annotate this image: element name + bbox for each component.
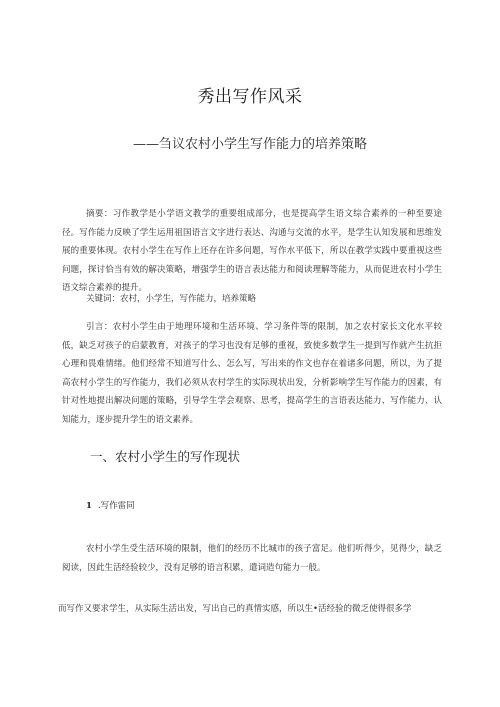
introduction-paragraph: 引言：农村小学生由于地理环境和生活环境、学习条件等的限制，加之农村家长文化水平较低，缺乏对孩子的启蒙教育，对孩子的学习也没有足够的重视，致使多数学生一提到写作就产生抗拒心理和畏难情绪。他们经常不知道写什么、怎么写，写出来的作文也存在着诸多问题，所以，为了提高农村小学生的写作能力，我们必须从农村学生的实际现状出发，分析影响学生写作能力的因素，有针对性地提出解决问题的策略，引导学生学会观察、思考，提高学生的言语表达能力、写作能力、认知能力，逐步提升学生的语文素养。 [62,322,442,425]
section-heading: 一、农村小学生的写作现状 [90,449,241,464]
body-paragraph: 农村小学生受生活环境的限制，他们的经历不比城市的孩子富足。他们听得少，见得少，缺乏阅读，因此生活经验较少，没有足够的语言积累，遣词造句能力一般。 [62,544,442,573]
subsection-title: .写作雷同 [97,501,135,511]
subsection-number: 1 [86,501,92,511]
abstract-paragraph: 摘要：习作教学是小学语文教学的重要组成部分，也是提高学生语文综合素养的一种至要途径。写作能力反映了学生运用祖国语言文字进行表达、沟通与交流的水平，是学生认知发展和思维发展的重要体现。农村小学生在写作上还存在许多问题，写作水平低下，所以在教学实践中要重视这些问题，探讨恰当有效的解决策略，增强学生的语言表达能力和阅读理解等能力，从而促进农村小学生语文综合素养的提升。 [62,209,442,293]
paper-subtitle: ——刍议农村小学生写作能力的培养策略 [132,137,367,152]
body-paragraph-continued: 而写作又要求学生，从实际生活出发，写出自己的真情实感，所以生•活经验的微乏使得很多学 [58,604,412,614]
keywords-line: 关键词：农村，小学生，写作能力，培养策略 [86,294,257,304]
paper-title: 秀出写作风采 [197,87,303,107]
subsection-heading [86,499,135,513]
